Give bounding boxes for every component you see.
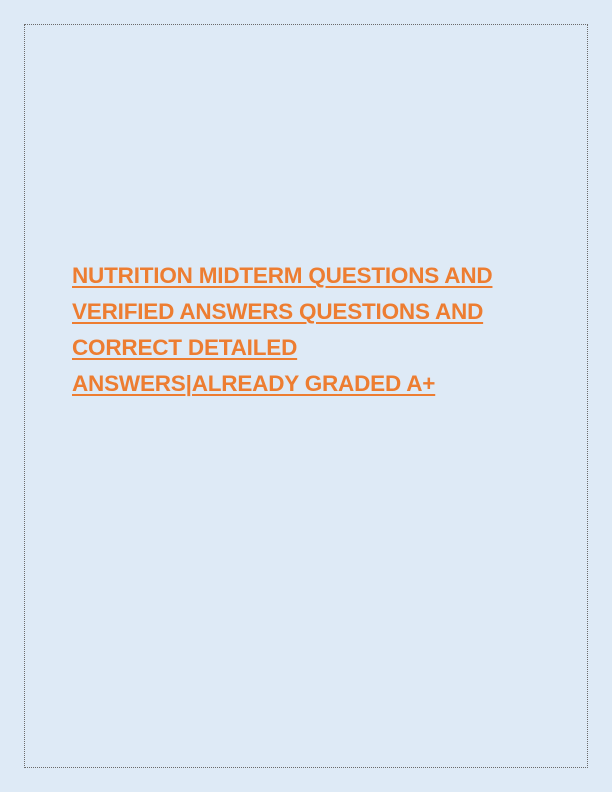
title-line-1: NUTRITION MIDTERM QUESTIONS AND [72, 263, 493, 288]
document-title [72, 258, 542, 402]
title-line-3: CORRECT DETAILED [72, 335, 298, 360]
title-line-2: VERIFIED ANSWERS QUESTIONS AND [72, 299, 484, 324]
title-line-4: ANSWERS|ALREADY GRADED A+ [72, 371, 436, 396]
